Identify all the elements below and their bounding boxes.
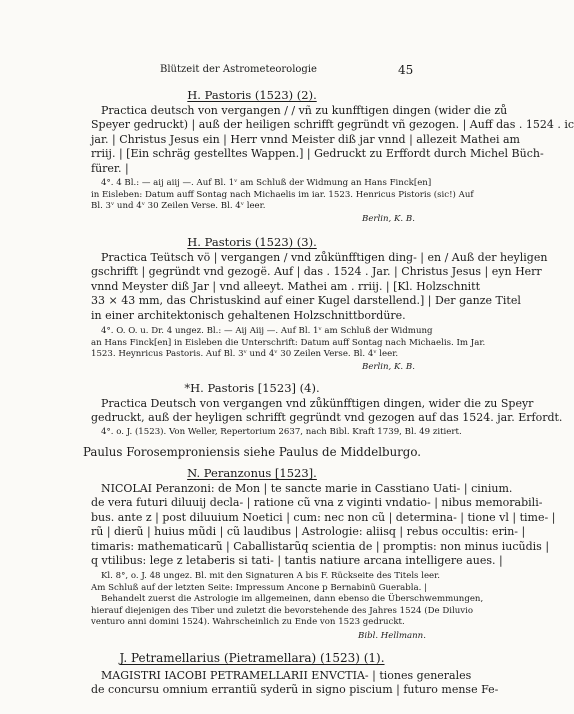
entry-heading — [0, 466, 504, 480]
title-line: Practica Teütsch vö | vergangen / vnd zůkünfftigen ding- | en / Auß der heyligen — [101, 251, 548, 264]
title-line: rriij. | [Ein schräg gestelltes Wappen.] | Gedruckt zu Erffordt durch Michel Büch- — [91, 147, 544, 161]
entry-heading — [0, 235, 504, 249]
entry-title-block — [91, 482, 555, 568]
note-line: in Eisleben: Datum auff Sontag nach Michaelis im iar. 1523. Henricus Pistoris (sic!) Auf — [91, 189, 474, 200]
title-line: MAGISTRI IACOBI PETRAMELLARII ENVCTIA- | tiones generales — [101, 669, 472, 682]
note-line: an Hans Finck[en] in Eisleben die Unterschrift: Datum auff Sontag nach Michaelis. Im Jar. — [91, 337, 486, 348]
title-line: fürer. | — [91, 161, 129, 175]
title-line: in einer architektonisch gehaltenen Holzschnittbordüre. — [91, 308, 406, 322]
library-location: Bibl. Hellmann. — [358, 631, 426, 641]
entry-title-block — [91, 104, 574, 176]
entry-note — [91, 571, 483, 629]
note-line: 4°. 4 Bl.: — aij aiij —. Auf Bl. 1ᵛ am Schluß der Widmung an Hans Finck[en] — [101, 178, 432, 188]
entry-heading — [0, 381, 504, 395]
entry-title-block — [91, 669, 498, 698]
note-line: venturo anni domini 1524). Wahrscheinlich zu Ende von 1523 gedruckt. — [91, 617, 405, 628]
entry-heading-text: *H. Pastoris [1523] (4). — [184, 381, 320, 395]
running-head-title: Blützeit der Astrometeorologie — [160, 64, 317, 75]
note-line: Kl. 8°, o. J. 48 ungez. Bl. mit den Signaturen A bis F. Rückseite des Titels leer. — [101, 571, 441, 581]
library-location: Berlin, K. B. — [362, 214, 415, 224]
entry-heading-text: H. Pastoris (1523) (2). — [187, 88, 317, 102]
title-line: Practica deutsch von vergangen / / vñ zu kunfftigen dingen (wider die zů — [101, 104, 508, 117]
note-line: Behandelt zuerst die Astrologie im allgemeinen, dann ebenso die Überschwemmungen, — [101, 594, 484, 605]
note-line: 4°. O. O. u. Dr. 4 ungez. Bl.: — Aij Aiij —. Auf Bl. 1ᵛ am Schluß der Widmung — [101, 326, 433, 336]
entry-heading-text: H. Pastoris (1523) (3). — [187, 235, 317, 249]
entry-note — [91, 178, 474, 213]
entry-heading-text: J. Petramellarius (Pietramellara) (1523) (1). — [119, 651, 385, 665]
title-line: de concursu omnium errantiũ syderũ in signo piscium | futuro mense Fe- — [91, 683, 499, 697]
note-line: Bl. 3ᵛ und 4ᵛ 30 Zeilen Verse. Bl. 4ᵛ leer. — [91, 201, 266, 212]
title-line: vnnd Meyster diß Jar | vnd alleeyt. Mathei am . rriij. | [Kl. Holzschnitt — [91, 279, 481, 293]
entry-title-block — [91, 397, 562, 426]
entry-title-block — [91, 251, 547, 323]
title-line: de vera futuri diluuij decla- | ratione cũ vna z viginti vndatio- | nibus memorabili- — [91, 496, 543, 510]
title-line: Practica Deutsch von vergangen vnd zůkünfftigen dingen, wider die zu Speyr — [101, 397, 534, 410]
cross-reference: Paulus Forosemproniensis siehe Paulus de Middelburgo. — [82, 445, 422, 459]
entry-heading — [0, 88, 504, 102]
library-location: Berlin, K. B. — [362, 362, 415, 372]
title-line: gschrifft | gegründt vnd gezogë. Auf | das . 1524 . Jar. | Christus Jesus | eyn Herr — [91, 265, 542, 279]
page-number: 45 — [398, 63, 414, 77]
entry-heading-text: N. Peranzonus [1523]. — [187, 466, 317, 480]
entry-note — [91, 326, 485, 361]
title-line: NICOLAI Peranzoni: de Mon | te sancte marie in Casstiano Uati- | cinium. — [101, 482, 513, 495]
note-line: 4°. o. J. (1523). Von Weller, Repertorium 2637, nach Bibl. Kraft 1739, Bl. 49 zitiert. — [101, 427, 462, 437]
title-line: jar. | Christus Jesus ein | Herr vnnd Meister diß jar vnnd | allezeit Mathei am — [91, 132, 520, 146]
note-line: hierauf diejenigen des Tiber und zuletzt die bevorstehende des Jahres 1524 (De Diluvio — [91, 605, 474, 616]
title-line: 33 × 43 mm, das Christuskind auf einer Kugel darstellend.] | Der ganze Titel — [91, 294, 521, 308]
title-line: timaris: mathematicarũ | Caballistarũq scientia de | promptis: non minus iucũdis | — [91, 539, 550, 553]
entry-note — [91, 427, 462, 439]
title-line: rũ | dierũ | huius mũdi | cũ laudibus | Astrologie: aliisq | rebus occultis: erin- | — [91, 525, 526, 539]
title-line: bus. ante z | post diluuium Noetici | cum: nec non cũ | determina- | tione vl | time- | — [91, 510, 556, 524]
entry-heading — [0, 651, 504, 665]
note-line: Am Schluß auf der letzten Seite: Impressum Ancone p Bernabinũ Guerabla. | — [91, 582, 428, 593]
title-line: gedruckt, auß der heyligen schrifft gegründt vnd gezogen auf das 1524. jar. Erfordt. — [91, 411, 563, 425]
note-line: 1523. Heynricus Pastoris. Auf Bl. 3ᵛ und 4ᵛ 30 Zeilen Verse. Bl. 4ᵛ leer. — [91, 349, 399, 360]
title-line: Speyer gedruckt) | auß der heiligen schrifft gegründt vñ gezogen. | Auff das . 1524 . ic — [91, 118, 574, 132]
title-line: q vtilibus: lege z letaberis si tati- | tantis natiure arcana intelligere aues. | — [91, 554, 503, 568]
